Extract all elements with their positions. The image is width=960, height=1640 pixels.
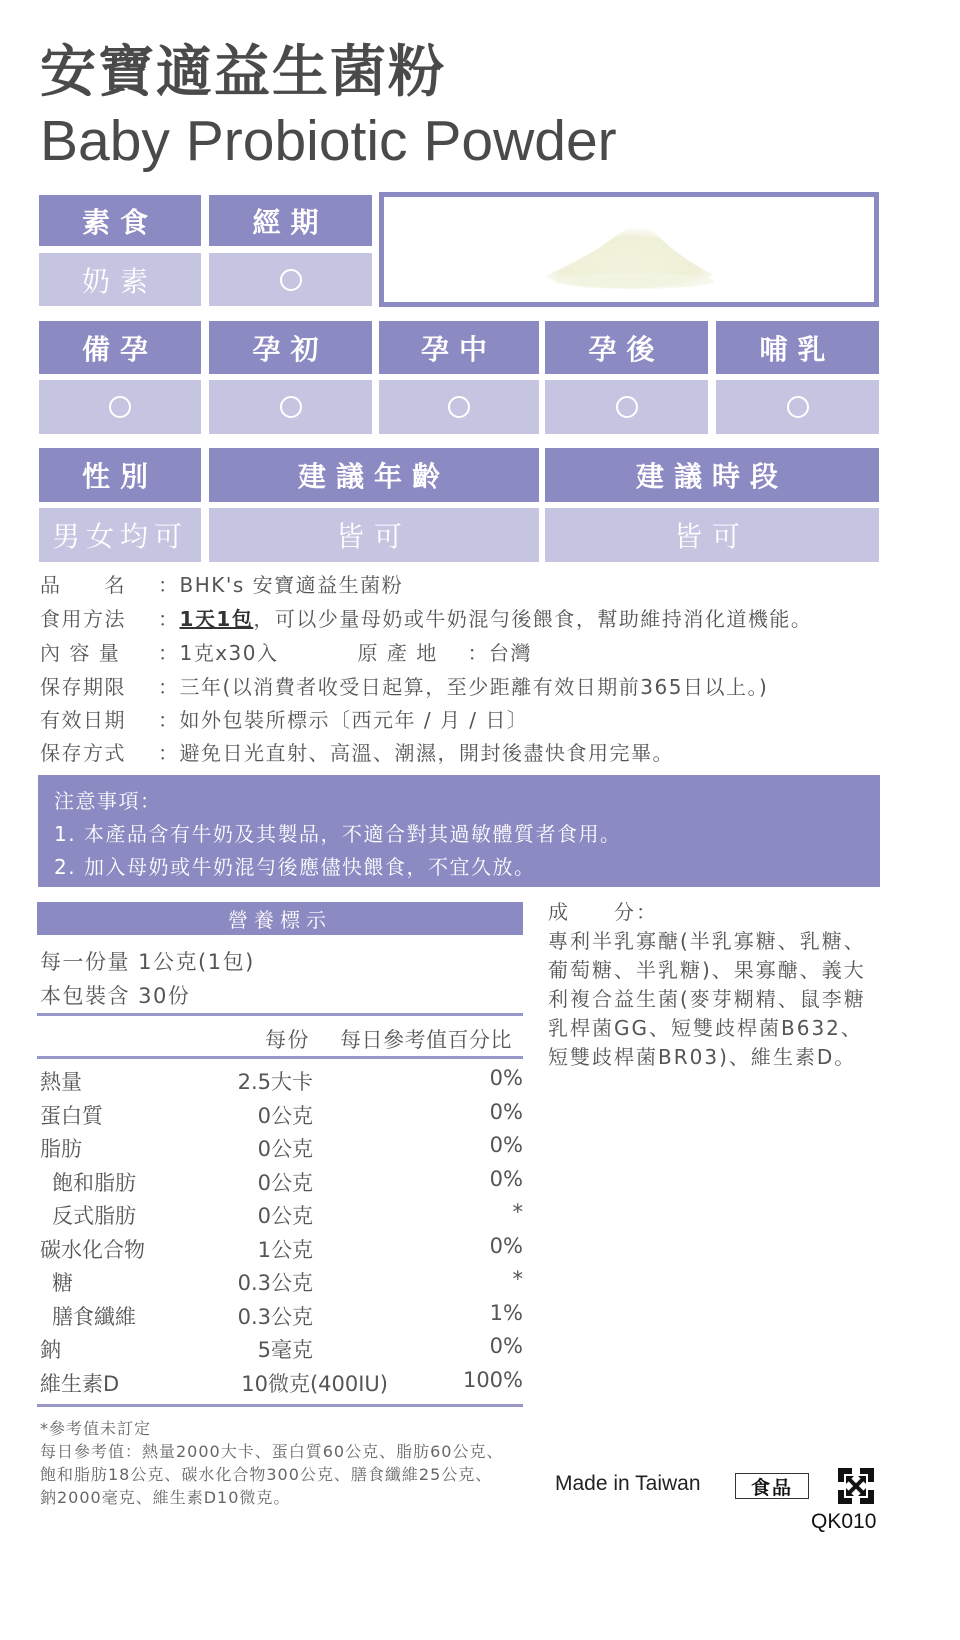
info-value: 1克x30入 bbox=[179, 641, 279, 665]
nutrition-row bbox=[40, 1234, 523, 1267]
usage-emphasis: 1天1包 bbox=[179, 607, 254, 631]
nutrient-percent: 0% bbox=[489, 1167, 523, 1191]
ingredients-line: 專利半乳寡醣(半乳寡糖、乳糖、 bbox=[548, 929, 866, 953]
nutrient-name: 反式脂肪 bbox=[52, 1204, 136, 1228]
label-gender: 性別 bbox=[39, 448, 201, 502]
nutrition-row bbox=[40, 1167, 523, 1200]
nutrient-name: 鈉 bbox=[40, 1338, 61, 1362]
value-preparing-pregnancy bbox=[39, 380, 201, 434]
info-content: 內 容 量 ：1克x30入 原 產 地 ：台灣 bbox=[40, 641, 532, 665]
info-label-origin: 原 產 地 bbox=[357, 641, 438, 665]
nutrient-percent: 0% bbox=[489, 1133, 523, 1157]
info-value: 如外包裝所標示〔西元年 / 月 / 日〕 bbox=[179, 708, 529, 732]
info-product-name: 品 名 ：BHK's 安寶適益生菌粉 bbox=[40, 573, 404, 597]
info-shelf-life: 保存期限 ：三年(以消費者收受日起算，至少距離有效日期前365日以上。) bbox=[40, 675, 769, 699]
powder-pile-image bbox=[539, 215, 719, 295]
nutrient-value: 0.3公克 bbox=[237, 1305, 313, 1329]
ingredients-line: 葡萄糖、半乳糖)、果寡醣、義大 bbox=[548, 958, 866, 982]
info-expiry: 有效日期 ：如外包裝所標示〔西元年 / 月 / 日〕 bbox=[40, 708, 529, 732]
nutrient-value: 1公克 bbox=[257, 1238, 313, 1262]
value-suggested-time: 皆可 bbox=[545, 508, 879, 562]
circle-icon bbox=[616, 396, 638, 418]
product-title-chinese: 安寶適益生菌粉 bbox=[40, 40, 446, 105]
nutrient-name: 飽和脂肪 bbox=[52, 1171, 136, 1195]
nutrition-row bbox=[40, 1267, 523, 1300]
notice-box bbox=[38, 775, 880, 887]
nutrient-value: 0公克 bbox=[257, 1104, 313, 1128]
nutrient-name: 碳水化合物 bbox=[40, 1238, 145, 1262]
divider bbox=[37, 1404, 523, 1407]
nutrient-name: 維生素D bbox=[40, 1372, 120, 1396]
info-value: 三年(以消費者收受日起算，至少距離有效日期前365日以上。) bbox=[179, 675, 769, 699]
value-late-pregnancy bbox=[545, 380, 708, 434]
food-badge: 食品 bbox=[735, 1473, 809, 1499]
nutrient-name: 膳食纖維 bbox=[52, 1305, 136, 1329]
value-breastfeeding bbox=[716, 380, 879, 434]
label-preparing-pregnancy: 備孕 bbox=[39, 321, 201, 374]
nutrient-value: 0公克 bbox=[257, 1204, 313, 1228]
nutrient-percent: 0% bbox=[489, 1334, 523, 1358]
nutrient-percent: * bbox=[512, 1200, 523, 1224]
circle-icon bbox=[280, 396, 302, 418]
circle-icon bbox=[448, 396, 470, 418]
recycle-code: QK010 bbox=[811, 1510, 877, 1533]
circle-icon bbox=[787, 396, 809, 418]
info-storage: 保存方式 ：避免日光直射、高溫、潮濕，開封後盡快食用完畢。 bbox=[40, 741, 674, 765]
servings-per-pack: 本包裝含 30份 bbox=[40, 984, 191, 1008]
nutrient-value: 10微克(400IU) bbox=[241, 1372, 388, 1396]
info-value: ，可以少量母奶或牛奶混勻後餵食，幫助維持消化道機能。 bbox=[253, 607, 813, 631]
label-menstrual: 經期 bbox=[209, 195, 372, 246]
notice-title: 注意事項： bbox=[54, 789, 162, 813]
nutrient-percent: 0% bbox=[489, 1234, 523, 1258]
recycle-icon bbox=[836, 1466, 876, 1506]
nutrient-value: 2.5大卡 bbox=[237, 1070, 313, 1094]
nutrition-title: 營養標示 bbox=[37, 902, 523, 935]
nutrition-row bbox=[40, 1334, 523, 1367]
column-per-serving: 每份 bbox=[265, 1028, 310, 1052]
info-label: 保存期限 bbox=[40, 675, 126, 699]
made-in-taiwan: Made in Taiwan bbox=[555, 1472, 701, 1495]
product-image-frame bbox=[379, 192, 879, 307]
divider bbox=[37, 1013, 523, 1016]
label-mid-pregnancy: 孕中 bbox=[379, 321, 539, 374]
footnote: *參考值未訂定 bbox=[40, 1419, 152, 1438]
nutrient-name: 蛋白質 bbox=[40, 1104, 103, 1128]
info-label: 內 容 量 bbox=[40, 641, 121, 665]
label-suggested-age: 建議年齡 bbox=[209, 448, 539, 502]
nutrient-percent: 0% bbox=[489, 1066, 523, 1090]
nutrient-percent: * bbox=[512, 1267, 523, 1291]
reference-line: 鈉2000毫克、維生素D10微克。 bbox=[40, 1488, 291, 1507]
nutrient-name: 熱量 bbox=[40, 1070, 82, 1094]
nutrient-percent: 1% bbox=[489, 1301, 523, 1325]
label-early-pregnancy: 孕初 bbox=[209, 321, 372, 374]
nutrition-row bbox=[40, 1066, 523, 1099]
nutrition-row bbox=[40, 1301, 523, 1334]
nutrient-value: 0公克 bbox=[257, 1137, 313, 1161]
info-label: 品 名 bbox=[40, 573, 126, 597]
nutrient-value: 0公克 bbox=[257, 1171, 313, 1195]
serving-size: 每一份量 1公克(1包) bbox=[40, 950, 255, 974]
divider bbox=[37, 1056, 523, 1059]
info-value-origin: 台灣 bbox=[489, 641, 532, 665]
value-vegetarian: 奶素 bbox=[39, 253, 201, 306]
value-mid-pregnancy bbox=[379, 380, 539, 434]
ingredients-line: 利複合益生菌(麥芽糊精、鼠李糖 bbox=[548, 987, 866, 1011]
ingredients bbox=[548, 898, 883, 1072]
nutrition-row bbox=[40, 1200, 523, 1233]
ingredients-title: 成 分： bbox=[548, 900, 658, 924]
info-usage: 食用方法 ：1天1包，可以少量母奶或牛奶混勻後餵食，幫助維持消化道機能。 bbox=[40, 607, 813, 631]
ingredients-line: 乳桿菌GG、短雙歧桿菌B632、 bbox=[548, 1016, 863, 1040]
nutrient-percent: 0% bbox=[489, 1100, 523, 1124]
nutrient-name: 脂肪 bbox=[40, 1137, 82, 1161]
circle-icon bbox=[280, 269, 302, 291]
value-suggested-age: 皆可 bbox=[209, 508, 539, 562]
label-vegetarian: 素食 bbox=[39, 195, 201, 246]
nutrient-percent: 100% bbox=[462, 1368, 523, 1392]
column-daily-percent: 每日參考值百分比 bbox=[340, 1028, 512, 1052]
nutrition-row bbox=[40, 1133, 523, 1166]
notice-item: 1. 本產品含有牛奶及其製品，不適合對其過敏體質者食用。 bbox=[54, 822, 622, 846]
nutrition-row bbox=[40, 1100, 523, 1133]
ingredients-line: 短雙歧桿菌BR03)、維生素D。 bbox=[548, 1045, 857, 1069]
label-late-pregnancy: 孕後 bbox=[545, 321, 708, 374]
circle-icon bbox=[109, 396, 131, 418]
reference-line: 每日參考值：熱量2000大卡、蛋白質60公克、脂肪60公克、 bbox=[40, 1442, 504, 1461]
info-label: 保存方式 bbox=[40, 741, 126, 765]
product-title-english: Baby Probiotic Powder bbox=[40, 109, 617, 173]
notice-item: 2. 加入母奶或牛奶混勻後應儘快餵食，不宜久放。 bbox=[54, 855, 536, 879]
info-label: 有效日期 bbox=[40, 708, 126, 732]
label-suggested-time: 建議時段 bbox=[545, 448, 879, 502]
value-early-pregnancy bbox=[209, 380, 372, 434]
info-label: 食用方法 bbox=[40, 607, 126, 631]
label-breastfeeding: 哺乳 bbox=[716, 321, 879, 374]
nutrition-row bbox=[40, 1368, 523, 1401]
value-menstrual bbox=[209, 253, 372, 306]
info-value: BHK's 安寶適益生菌粉 bbox=[179, 573, 404, 597]
reference-line: 飽和脂肪18公克、碳水化合物300公克、膳食纖維25公克、 bbox=[40, 1465, 493, 1484]
nutrient-value: 0.3公克 bbox=[237, 1271, 313, 1295]
value-gender: 男女均可 bbox=[39, 508, 201, 562]
info-value: 避免日光直射、高溫、潮濕，開封後盡快食用完畢。 bbox=[179, 741, 674, 765]
nutrient-name: 糖 bbox=[52, 1271, 73, 1295]
nutrient-value: 5毫克 bbox=[257, 1338, 313, 1362]
